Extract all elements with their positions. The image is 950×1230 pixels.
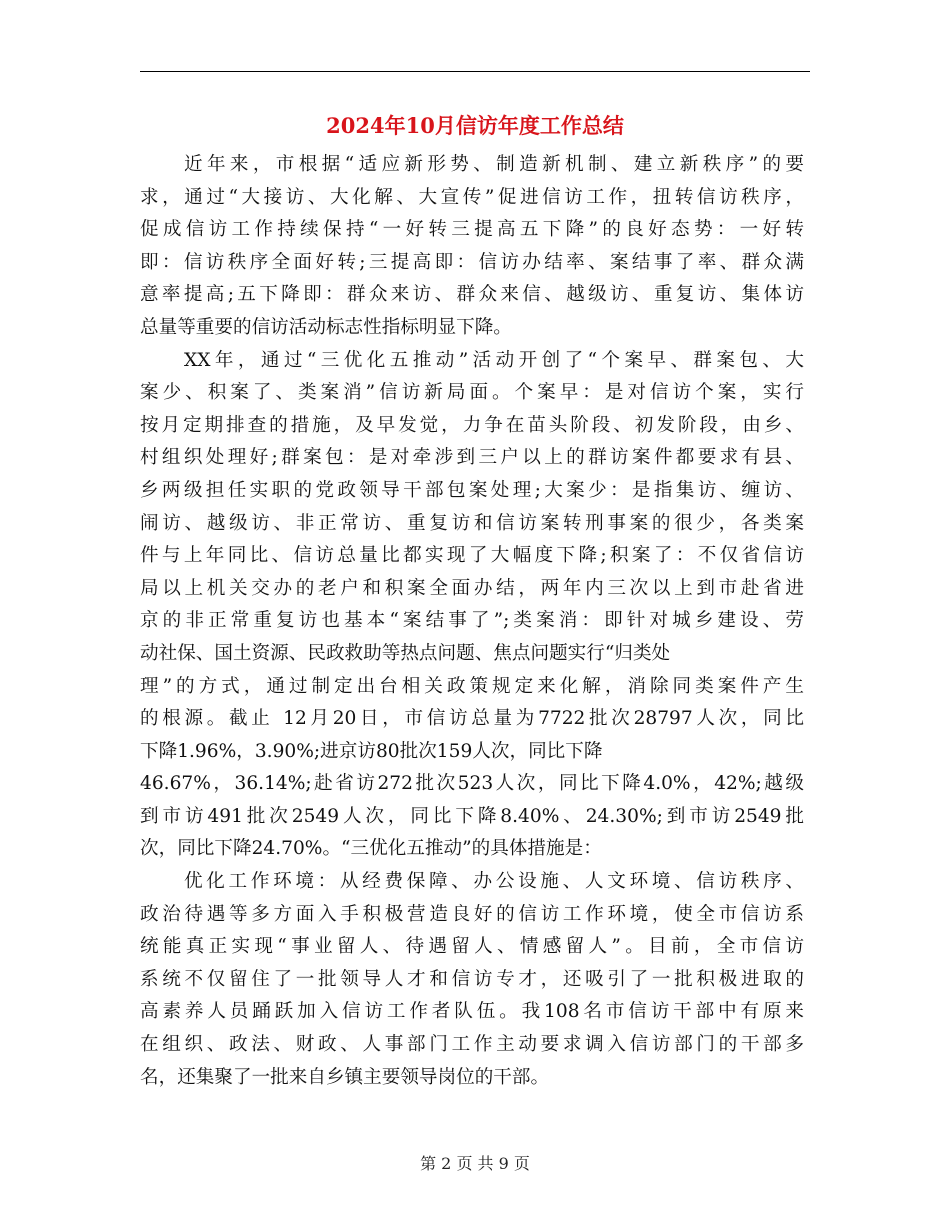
document-body bbox=[140, 149, 804, 1094]
paragraph-1-line-3: 促成信访工作持续保持“一好转三提高五下降”的良好态势：一好转 bbox=[140, 219, 804, 241]
paragraph-2-line-5: 乡两级担任实职的党政领导干部包案处理;大案少：是指集访、缠访、 bbox=[140, 479, 804, 501]
paragraph-3-line-6: 在组织、政法、财政、人事部门工作主动要求调入信访部门的干部多 bbox=[140, 1034, 804, 1056]
paragraph-1-line-5: 意率提高;五下降即：群众来访、群众来信、越级访、重复访、集体访 bbox=[140, 284, 804, 306]
paragraph-2-line-10: 动社保、国土资源、民政救助等热点问题、焦点问题实行“归类处 bbox=[140, 642, 671, 664]
paragraph-2-line-1: XX年，通过“三优化五推动”活动开创了“个案早、群案包、大 bbox=[184, 349, 804, 371]
paragraph-2-line-12: 的根源。截止 12月20日，市信访总量为7722批次28797人次，同比 bbox=[140, 708, 804, 730]
paragraph-2-line-9: 京的非正常重复访也基本“案结事了”;类案消：即针对城乡建设、劳 bbox=[140, 610, 804, 632]
paragraph-2-line-15: 到市访491批次2549人次，同比下降8.40%、24.30%;到市访2549批 bbox=[140, 805, 804, 827]
paragraph-1-line-2: 求，通过“大接访、大化解、大宣传”促进信访工作，扭转信访秩序， bbox=[140, 186, 804, 208]
paragraph-2-line-14: 46.67%，36.14%;赴省访272批次523人次，同比下降4.0%，42%;越级 bbox=[140, 773, 804, 795]
paragraph-3-line-4: 系统不仅留住了一批领导人才和信访专才，还吸引了一批积极进取的 bbox=[140, 968, 804, 990]
paragraph-2-line-7: 件与上年同比、信访总量比都实现了大幅度下降;积案了：不仅省信访 bbox=[140, 545, 804, 567]
paragraph-3-line-2: 政治待遇等多方面入手积极营造良好的信访工作环境，使全市信访系 bbox=[140, 903, 804, 925]
paragraph-2-line-11: 理”的方式，通过制定出台相关政策规定来化解，消除同类案件产生 bbox=[140, 675, 804, 697]
paragraph-3-line-1: 优化工作环境：从经费保障、办公设施、人文环境、信访秩序、 bbox=[184, 871, 804, 893]
paragraph-2-line-3: 按月定期排查的措施，及早发觉，力争在苗头阶段、初发阶段，由乡、 bbox=[140, 414, 804, 436]
paragraph-2-line-13: 下降1.96%，3.90%;进京访80批次159人次，同比下降 bbox=[140, 740, 603, 762]
paragraph-2-line-16: 次，同比下降24.70%。“三优化五推动”的具体措施是： bbox=[140, 838, 602, 860]
paragraph-1-line-6: 总量等重要的信访活动标志性指标明显下降。 bbox=[140, 316, 512, 338]
paragraph-3-line-5: 高素养人员踊跃加入信访工作者队伍。我108名市信访干部中有原来 bbox=[140, 1001, 804, 1023]
paragraph-2-line-4: 村组织处理好;群案包：是对牵涉到三户以上的群访案件都要求有县、 bbox=[140, 447, 804, 469]
paragraph-1-line-1: 近年来，市根据“适应新形势、制造新机制、建立新秩序”的要 bbox=[184, 154, 804, 175]
paragraph-3-line-7: 名，还集聚了一批来自乡镇主要领导岗位的干部。 bbox=[140, 1066, 550, 1088]
document-title: 2024年10月信访年度工作总结 bbox=[326, 113, 624, 138]
paragraph-1-line-4: 即：信访秩序全面好转;三提高即：信访办结率、案结事了率、群众满 bbox=[140, 251, 804, 273]
paragraph-2-line-2: 案少、积案了、类案消”信访新局面。个案早：是对信访个案，实行 bbox=[140, 382, 804, 404]
page-number-footer: 第 2 页 共 9 页 bbox=[420, 1154, 530, 1173]
header-rule bbox=[140, 71, 810, 72]
paragraph-2-line-6: 闹访、越级访、非正常访、重复访和信访案转刑事案的很少，各类案 bbox=[140, 512, 804, 534]
paragraph-2-line-8: 局以上机关交办的老户和积案全面办结，两年内三次以上到市赴省进 bbox=[140, 577, 804, 599]
paragraph-3-line-3: 统能真正实现“事业留人、待遇留人、情感留人”。目前，全市信访 bbox=[140, 936, 804, 958]
